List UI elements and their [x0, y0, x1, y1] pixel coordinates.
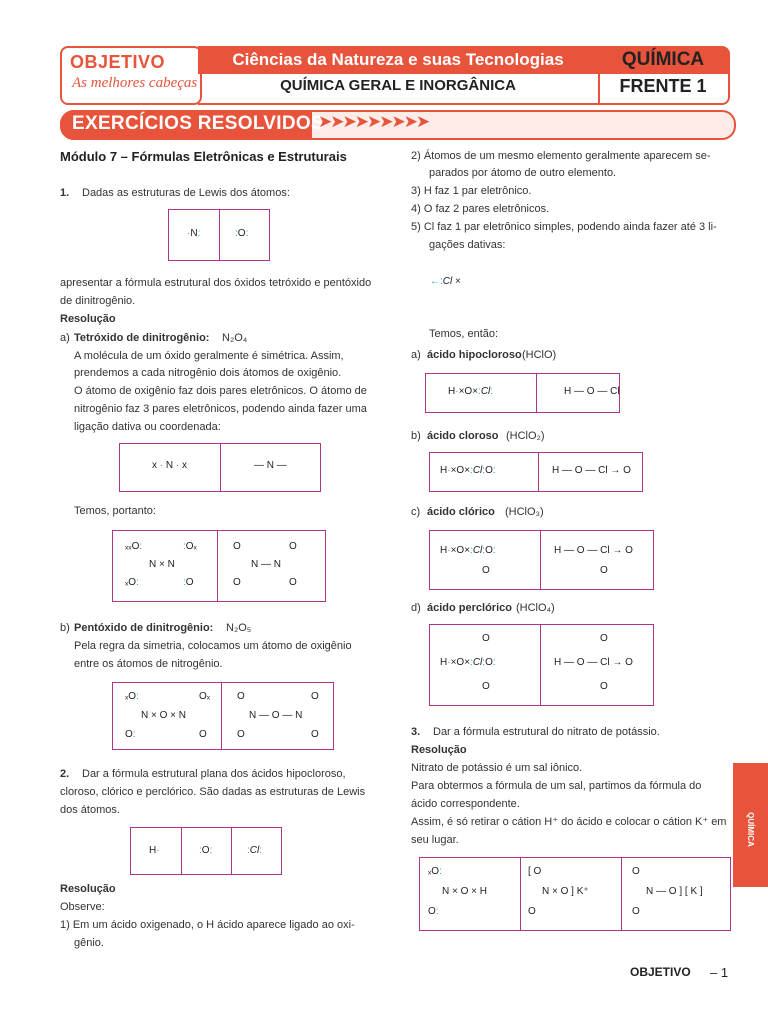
obs-5a: 5) Cl faz 1 par eletrônico simples, podendo ainda fazer até 3 li- [411, 221, 717, 233]
no3-lewis-o1: [ O [528, 866, 542, 877]
acid-a-formula: (HClO) [522, 349, 557, 361]
n2o4-struct-o1: O [233, 541, 241, 552]
hclo-lewis: H·×O×:Cl: [448, 386, 494, 397]
n2o5-lewis-core: N × O × N [141, 710, 187, 721]
arrows-decoration-icon: ➤➤➤➤➤➤➤➤➤ [318, 112, 429, 132]
cl-dative-diagram: ←:Cl × [430, 276, 461, 287]
q1-text-2: apresentar a fórmula estrutural dos óxidos tetróxido e pentóxido [60, 277, 372, 289]
q1-text-3: de dinitrogênio. [60, 295, 136, 307]
n-lewis-x: x · N · x [152, 460, 188, 471]
frente-label: FRENTE 1 [619, 76, 707, 96]
acid-d-name: ácido perclórico [427, 602, 512, 614]
acid-b-formula: (HClO₂) [506, 430, 545, 442]
item-b-label: b) [60, 622, 70, 634]
n2o4-lewis-o4: :O [183, 577, 194, 588]
item-b-p2: entre os átomos de nitrogênio. [74, 658, 223, 670]
n2o5-lewis-o4: O [199, 729, 207, 740]
n-structural: — N — [254, 460, 287, 471]
hclo4-lewis: H·×O×:Cl:O: [440, 657, 496, 668]
obs-5b: gações dativas: [429, 239, 506, 251]
hclo3-lewis: H·×O×:Cl:O: [440, 545, 496, 556]
n2o5-lewis-o3: O: [125, 729, 136, 740]
resolucao-label-2: Resolução [60, 883, 116, 895]
lewis-cl: :Cl: [247, 845, 263, 856]
obs-1b: gênio. [74, 937, 104, 949]
item-b-formula: N₂O₅ [226, 622, 252, 634]
lewis-h-o-cl-box [130, 827, 282, 875]
q1-number: 1. [60, 187, 70, 199]
hclo3-lewis-o: O [482, 565, 490, 576]
kno3-struct-o2: O [632, 906, 640, 917]
q2-number: 2. [60, 768, 70, 780]
page-number: – 1 [710, 965, 729, 980]
acid-d-formula: (HClO₄) [516, 602, 555, 614]
logo-tagline: As melhores cabeças [72, 75, 198, 91]
n2o4-lewis-o3: ₓO: [125, 577, 139, 588]
hclo2-struct: H — O — Cl → O [552, 465, 631, 476]
q2-p2: cloroso, clórico e perclórico. São dadas as estruturas de Lewis [60, 786, 366, 798]
logo-name: OBJETIVO [70, 52, 166, 72]
hclo3-struct-o: O [600, 565, 608, 576]
header-title: Ciências da Natureza e suas Tecnologias [232, 50, 564, 69]
hclo3-box [429, 530, 654, 590]
item-b-title: Pentóxido de dinitrogênio: [74, 622, 214, 634]
no3-lewis-core: N × O ] K⁺ [542, 886, 589, 897]
hclo4-struct-otop: O [600, 633, 608, 644]
obs-2a: 2) Átomos de um mesmo elemento geralmente aparecem se- [411, 150, 711, 162]
no3-lewis-o2: O [528, 906, 536, 917]
item-a-formula: N₂O₄ [222, 332, 248, 344]
section-title: EXERCÍCIOS RESOLVIDOS [72, 113, 324, 134]
hclo2-lewis: H·×O×:Cl:O: [440, 465, 496, 476]
n2o4-lewis-o1: ₓₓO: [125, 541, 143, 552]
q3-text: Dar a fórmula estrutural do nitrato de potássio. [433, 726, 660, 738]
kno3-struct-core: N — O ] [ K ] [646, 886, 703, 897]
hclo4-box [429, 624, 654, 706]
n2o5-lewis-o1: ₓO: [125, 691, 139, 702]
resolucao-label: Resolução [60, 313, 116, 325]
hclo3-struct: H — O — Cl → O [554, 545, 633, 556]
acid-a-name: ácido hipocloroso [427, 349, 522, 361]
hclo-struct: H — O — Cl [564, 386, 620, 397]
obs-1a: 1) Em um ácido oxigenado, o H ácido aparece ligado ao oxi- [60, 919, 355, 931]
observe-label: Observe: [60, 901, 105, 913]
item-a-title: Tetróxido de dinitrogênio: [74, 332, 210, 344]
acid-c-name: ácido clórico [427, 506, 495, 518]
q3-p1: Nitrato de potássio é um sal iônico. [411, 762, 583, 774]
hno3-lewis-core: N × O × H [442, 886, 488, 897]
item-a-p5: ligação dativa ou coordenada: [74, 421, 221, 433]
hclo4-lewis-obottom: O [482, 681, 490, 692]
item-a-label: a) [60, 332, 70, 344]
footer-logo: OBJETIVO [630, 965, 691, 979]
lewis-h: H· [149, 845, 160, 856]
n2o4-lewis-o2: :Oₓ [183, 541, 197, 552]
acid-d-label: d) [411, 602, 421, 614]
n2o5-struct-core: N — O — N [249, 710, 303, 721]
item-a-p3: O átomo de oxigênio faz dois pares eletrônicos. O átomo de [74, 385, 367, 397]
n2o5-struct-o4: O [311, 729, 319, 740]
n2o4-struct-nn: N — N [251, 559, 281, 570]
acid-c-formula: (HClO₃) [505, 506, 544, 518]
module-title: Módulo 7 – Fórmulas Eletrônicas e Estruturais [60, 149, 347, 164]
temos-portanto: Temos, portanto: [74, 505, 156, 517]
q2-p3: dos átomos. [60, 804, 120, 816]
n2o4-box [112, 530, 326, 602]
q1-text: Dadas as estruturas de Lewis dos átomos: [82, 187, 290, 199]
kno3-struct-o1: O [632, 866, 640, 877]
item-a-p2: prendemos a cada nitrogênio dois átomos de oxigênio. [74, 367, 342, 379]
n2o4-struct-o2: O [289, 541, 297, 552]
temos-entao: Temos, então: [429, 328, 499, 340]
n2o5-box [112, 682, 334, 750]
lewis-o-2: :O: [199, 845, 213, 856]
n2o5-struct-o3: O [237, 729, 245, 740]
header-subtitle: QUÍMICA GERAL E INORGÂNICA [280, 77, 516, 94]
q3-p5: seu lugar. [411, 834, 459, 846]
n2o4-lewis-nn: N × N [149, 559, 175, 570]
hclo2-box [429, 452, 643, 492]
n2o5-struct-o2: O [311, 691, 319, 702]
hno3-lewis-o1: ₓO: [428, 866, 442, 877]
resolucao-label-3: Resolução [411, 744, 467, 756]
obs-4: 4) O faz 2 pares eletrônicos. [411, 203, 550, 215]
n2o5-lewis-o2: Oₓ [199, 691, 211, 702]
hclo4-struct-obottom: O [600, 681, 608, 692]
q3-p4: Assim, é só retirar o cátion H⁺ do ácido e colocar o cátion K⁺ em [411, 816, 727, 828]
q2-p1: Dar a fórmula estrutural plana dos ácidos hipocloroso, [82, 768, 346, 780]
n2o5-struct-o1: O [237, 691, 245, 702]
acid-a-label: a) [411, 349, 421, 361]
q3-p3: ácido correspondente. [411, 798, 520, 810]
n-electron-box [119, 443, 321, 492]
n2o4-struct-o4: O [289, 577, 297, 588]
item-b-p1: Pela regra da simetria, colocamos um átomo de oxigênio [74, 640, 352, 652]
acid-c-label: c) [411, 506, 421, 518]
kno3-box [419, 857, 731, 931]
lewis-o: :O: [235, 228, 249, 239]
acid-b-label: b) [411, 430, 421, 442]
q3-p2: Para obtermos a fórmula de um sal, partimos da fórmula do [411, 780, 702, 792]
side-tab-label: QUÍMICA [746, 812, 755, 847]
hclo-box [425, 373, 620, 413]
hclo4-lewis-otop: O [482, 633, 490, 644]
lewis-n: ·N: [187, 228, 201, 239]
hno3-lewis-o2: O: [428, 906, 439, 917]
q3-number: 3. [411, 726, 421, 738]
obs-3: 3) H faz 1 par eletrônico. [411, 185, 532, 197]
item-a-p1: A molécula de um óxido geralmente é simétrica. Assim, [74, 350, 344, 362]
item-a-p4: nitrogênio faz 3 pares eletrônicos, podendo ainda fazer uma [74, 403, 367, 415]
obs-2b: parados por átomo de outro elemento. [429, 167, 617, 179]
subject-label: QUÍMICA [621, 49, 705, 70]
n2o4-struct-o3: O [233, 577, 241, 588]
lewis-n-o-box [168, 209, 270, 261]
acid-b-name: ácido cloroso [427, 430, 499, 442]
hclo4-struct: H — O — Cl → O [554, 657, 633, 668]
